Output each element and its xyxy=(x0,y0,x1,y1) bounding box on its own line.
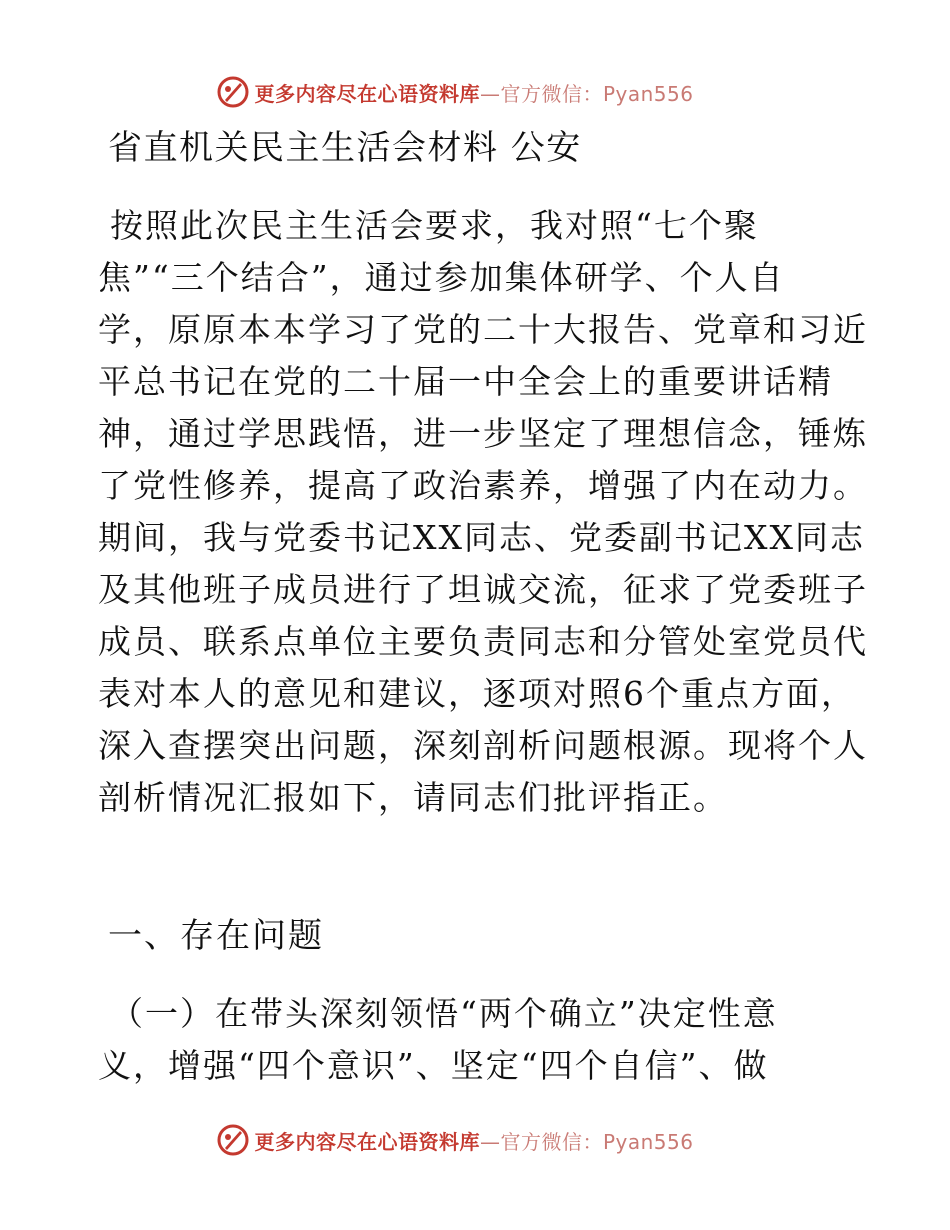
paragraph-line: 学，原原本本学习了党的二十大报告、党章和习近 xyxy=(98,310,868,349)
quill-circle-icon xyxy=(216,1123,250,1157)
watermark-sub-text: —官方微信：Pyan556 xyxy=(479,81,694,106)
paragraph-line: 深入查摆突出问题，深刻剖析问题根源。现将个人 xyxy=(98,726,868,765)
header-watermark xyxy=(0,72,950,112)
body-paragraph xyxy=(98,200,868,824)
paragraph-line: 按照此次民主生活会要求，我对照“七个聚 xyxy=(110,206,759,245)
paragraph-line: 平总书记在党的二十届一中全会上的重要讲话精 xyxy=(98,362,833,401)
paragraph-line: 期间，我与党委书记XX同志、党委副书记XX同志 xyxy=(98,518,865,557)
document-title: 省直机关民主生活会材料 公安 xyxy=(108,128,582,168)
subsection-line: （一）在带头深刻领悟“两个确立”决定性意 xyxy=(110,994,778,1033)
paragraph-line: 成员、联系点单位主要负责同志和分管处室党员代 xyxy=(98,622,868,661)
subsection-line: 义，增强“四个意识”、坚定“四个自信”、做 xyxy=(98,1046,769,1085)
watermark-main-text: 更多内容尽在心语资料库 xyxy=(254,1129,480,1154)
footer-watermark xyxy=(0,1120,950,1160)
paragraph-line: 及其他班子成员进行了坦诚交流，征求了党委班子 xyxy=(98,570,868,609)
paragraph-line: 剖析情况汇报如下，请同志们批评指正。 xyxy=(98,778,728,817)
watermark-sub-text: —官方微信：Pyan556 xyxy=(479,1129,694,1154)
watermark-main-text: 更多内容尽在心语资料库 xyxy=(254,81,480,106)
paragraph-line: 焦”“三个结合”，通过参加集体研学、个人自 xyxy=(98,258,785,297)
paragraph-line: 神，通过学思践悟，进一步坚定了理想信念，锤炼 xyxy=(98,414,868,453)
quill-circle-icon xyxy=(216,75,250,109)
paragraph-line: 了党性修养，提高了政治素养，增强了内在动力。 xyxy=(98,466,868,505)
section-heading: 一、存在问题 xyxy=(108,916,324,956)
subsection-paragraph xyxy=(98,988,858,1092)
paragraph-line: 表对本人的意见和建议，逐项对照6个重点方面， xyxy=(98,674,856,713)
